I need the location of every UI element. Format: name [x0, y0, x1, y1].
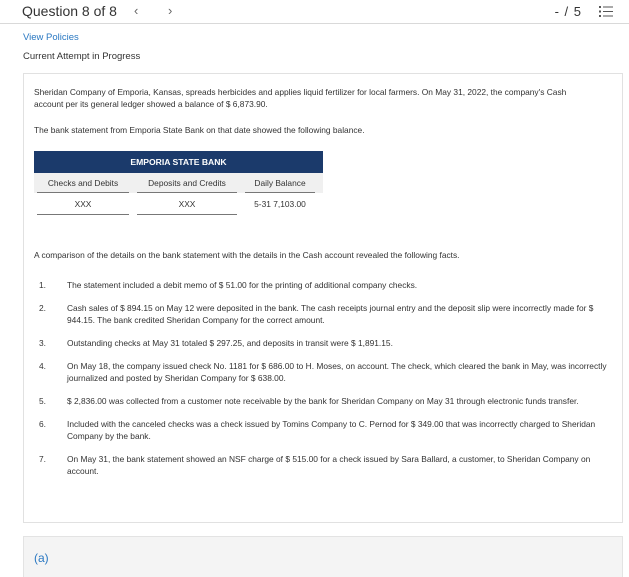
list-icon[interactable]: [599, 5, 613, 18]
fact-number: 6.: [39, 419, 46, 429]
list-item: [34, 337, 610, 349]
problem-intro: Sheridan Company of Emporia, Kansas, spreads herbicides and applies liquid fertilizer for local farmers. On May 31, 2022, the company's Cash account per its general ledger showed a balance of $ 6,873.90.: [34, 87, 567, 109]
next-question-button[interactable]: ›: [168, 3, 173, 18]
bank-statement-line: The bank statement from Emporia State Bank on that date showed the following balance.: [34, 125, 365, 135]
fact-text: Included with the canceled checks was a check issued by Tomins Company to C. Pernod for $ 349.00 that was incorrectly charged to Sheridan Company by the bank.: [67, 419, 596, 441]
score-display: - / 5: [554, 4, 582, 19]
cell-checks: XXX: [37, 193, 129, 215]
list-item: [34, 302, 610, 326]
question-counter: Question 8 of 8: [22, 3, 117, 19]
list-item: [34, 418, 610, 442]
list-item: [34, 360, 610, 384]
part-a-label: (a): [34, 551, 49, 565]
bank-table-title: EMPORIA STATE BANK: [34, 151, 323, 173]
top-bar: [0, 0, 629, 24]
previous-question-button[interactable]: ‹: [134, 3, 139, 18]
fact-text: On May 18, the company issued check No. 1181 for $ 686.00 to H. Moses, on account. The check, which cleared the bank in May, was incorrectly journalized and posted by Sheridan Company for $ 638.00.: [67, 361, 607, 383]
fact-text: $ 2,836.00 was collected from a customer note receivable by the bank for Sheridan Company on May 31 through electronic funds transfer.: [67, 396, 579, 406]
table-row: [34, 193, 323, 215]
fact-text: The statement included a debit memo of $ 51.00 for the printing of additional company checks.: [67, 280, 418, 290]
column-header-deposits: Deposits and Credits: [137, 173, 237, 193]
fact-text: Cash sales of $ 894.15 on May 12 were deposited in the bank. The cash receipts journal entry and the deposit slip were incorrectly made for $ 944.15. The bank credited Sheridan Company for the correct amount.: [67, 303, 594, 325]
bank-table-header-row: [34, 173, 323, 193]
part-a-section[interactable]: [23, 536, 623, 577]
fact-text: On May 31, the bank statement showed an NSF charge of $ 515.00 for a check issued by Sara Ballard, a customer, to Sheridan Company on account.: [67, 454, 591, 476]
view-policies-link[interactable]: View Policies: [23, 32, 79, 43]
list-item: [34, 453, 610, 477]
fact-number: 7.: [39, 454, 46, 464]
bank-balance-table: [34, 151, 323, 215]
column-header-balance: Daily Balance: [245, 173, 315, 193]
question-card: [23, 73, 623, 523]
facts-list: [34, 279, 610, 477]
fact-number: 3.: [39, 338, 46, 348]
fact-number: 4.: [39, 361, 46, 371]
fact-number: 2.: [39, 303, 46, 313]
list-item: [34, 395, 610, 407]
fact-text: Outstanding checks at May 31 totaled $ 297.25, and deposits in transit were $ 1,891.15.: [67, 338, 393, 348]
cell-balance: 5-31 7,103.00: [254, 199, 306, 209]
comparison-text: A comparison of the details on the bank statement with the details in the Cash account revealed the following facts.: [34, 250, 460, 260]
attempt-status: Current Attempt in Progress: [23, 51, 141, 62]
column-header-checks: Checks and Debits: [37, 173, 129, 193]
fact-number: 1.: [39, 280, 46, 290]
cell-deposits: XXX: [137, 193, 237, 215]
list-item: [34, 279, 610, 291]
fact-number: 5.: [39, 396, 46, 406]
